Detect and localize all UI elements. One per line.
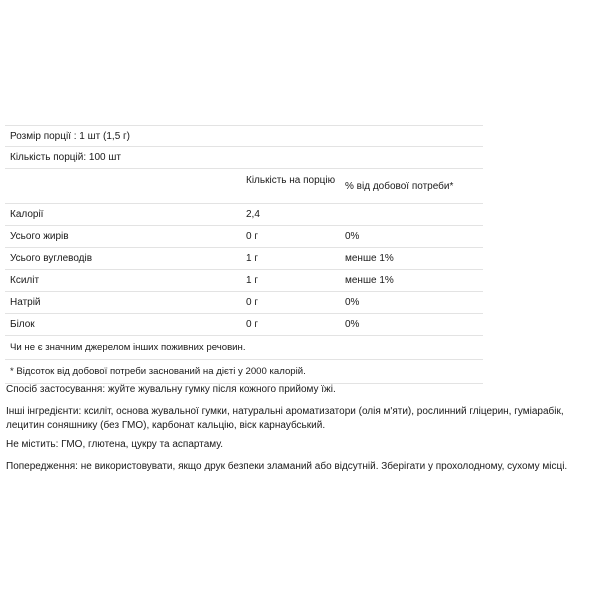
nutrient-amount: 0 г bbox=[246, 297, 258, 308]
daily-value-header: % від добової потреби* bbox=[345, 181, 454, 192]
nutrient-daily-value: менше 1% bbox=[345, 253, 394, 264]
nutrient-amount: 1 г bbox=[246, 253, 258, 264]
table-row bbox=[5, 226, 483, 248]
table-row bbox=[5, 314, 483, 336]
table-row bbox=[5, 292, 483, 314]
ingredients-text: Інші інгредієнти: ксиліт, основа жувальної гумки, натуральні ароматизатори (олія м'яти), рослинний гліцерин, гуміарабік, лецитин соняшнику (без ГМО), карбонат кальцію, віск карнаубський. bbox=[6, 406, 564, 431]
usage-text: Спосіб застосування: жуйте жувальну гумку після кожного прийому їжі. bbox=[6, 384, 336, 395]
nutrient-amount: 2,4 bbox=[246, 209, 260, 220]
nutrient-daily-value: 0% bbox=[345, 319, 360, 330]
amount-header: Кількість на порцію bbox=[246, 175, 336, 186]
warning-text: Попередження: не використовувати, якщо друк безпеки зламаний або відсутній. Зберігати у прохолодному, сухому місці. bbox=[6, 461, 568, 472]
nutrient-amount: 0 г bbox=[246, 231, 258, 242]
nutrient-name: Усього жирів bbox=[10, 231, 69, 242]
table-row bbox=[5, 248, 483, 270]
other-nutrients-note-row bbox=[5, 336, 483, 360]
table-header bbox=[5, 169, 483, 204]
serving-size-row bbox=[5, 125, 483, 147]
nutrient-amount: 1 г bbox=[246, 275, 258, 286]
table-row bbox=[5, 204, 483, 226]
nutrient-name: Ксиліт bbox=[10, 275, 40, 286]
nutrient-name: Білок bbox=[10, 319, 35, 330]
supplement-facts-table bbox=[5, 125, 483, 384]
daily-value-footnote-row bbox=[5, 360, 483, 384]
table-row bbox=[5, 270, 483, 292]
nutrient-daily-value: 0% bbox=[345, 231, 360, 242]
free-from-text: Не містить: ГМО, глютена, цукру та аспартаму. bbox=[6, 439, 224, 450]
nutrient-amount: 0 г bbox=[246, 319, 258, 330]
nutrient-daily-value: 0% bbox=[345, 297, 360, 308]
nutrient-name: Калорії bbox=[10, 209, 44, 220]
nutrient-name: Натрій bbox=[10, 297, 41, 308]
nutrient-daily-value: менше 1% bbox=[345, 275, 394, 286]
daily-value-footnote: * Відсоток від добової потреби заснований на дієті у 2000 калорій. bbox=[10, 366, 306, 377]
servings-count-row bbox=[5, 147, 483, 169]
other-nutrients-note: Чи не є значним джерелом інших поживних речовин. bbox=[10, 342, 246, 353]
servings-count: Кількість порцій: 100 шт bbox=[10, 152, 121, 163]
serving-size: Розмір порції : 1 шт (1,5 г) bbox=[10, 131, 131, 142]
nutrient-name: Усього вуглеводів bbox=[10, 253, 93, 264]
